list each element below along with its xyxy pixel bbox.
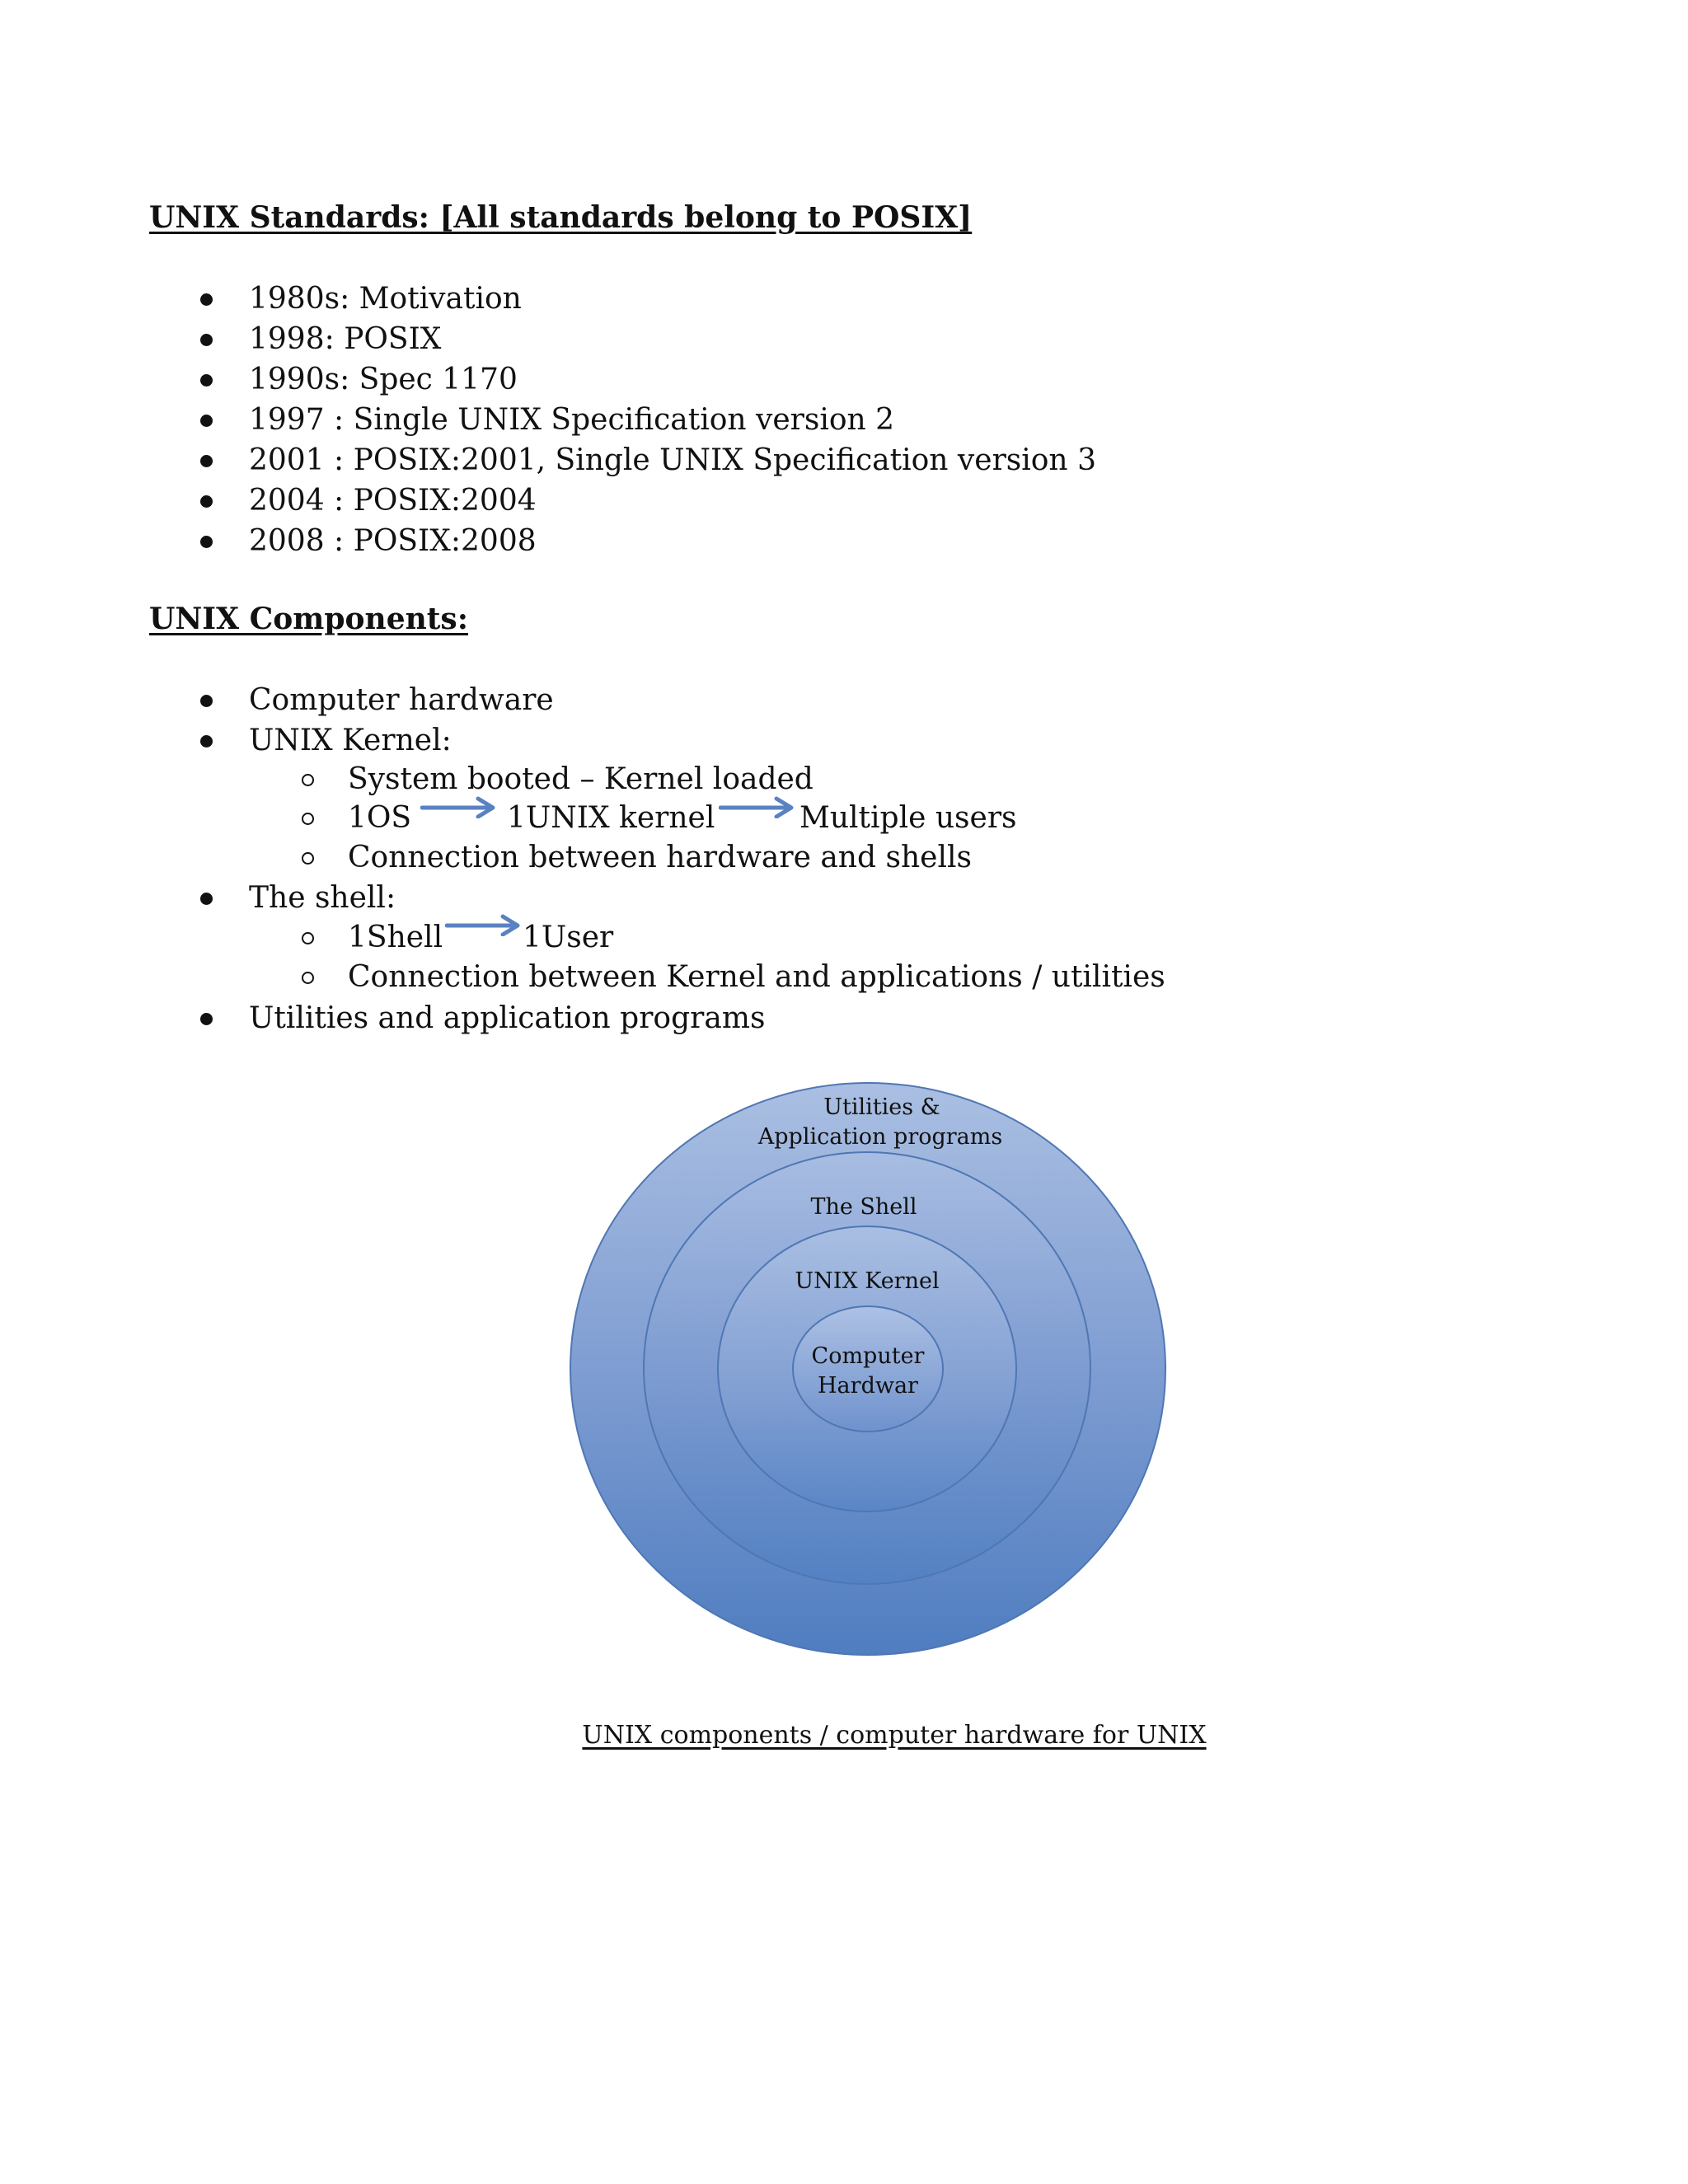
sub-item-shell: 1Shell bbox=[348, 921, 443, 954]
kernel-label: UNIX Kernel bbox=[795, 1268, 940, 1294]
sub-bullet-icon bbox=[302, 852, 314, 865]
outer-label-line2: Application programs bbox=[757, 1124, 1003, 1150]
bullet-icon bbox=[200, 536, 213, 548]
list-item: 2008 : POSIX:2008 bbox=[249, 524, 537, 558]
list-item: 2004 : POSIX:2004 bbox=[249, 484, 537, 518]
sub-bullet-icon bbox=[302, 932, 314, 944]
list-item: 1980s: Motivation bbox=[249, 282, 522, 316]
bullet-icon bbox=[200, 334, 213, 346]
right-arrow-icon bbox=[445, 912, 524, 936]
core-label-line1: Computer bbox=[811, 1343, 925, 1369]
unix-components-diagram bbox=[569, 1078, 1179, 1671]
sub-item-unix-kernel: 1UNIX kernel bbox=[507, 801, 715, 835]
list-item-utilities: Utilities and application programs bbox=[249, 1001, 766, 1035]
sub-bullet-icon bbox=[302, 774, 314, 786]
sub-item-booted: System booted – Kernel loaded bbox=[348, 762, 814, 796]
sub-item-shell-connection: Connection between Kernel and applications / utilities bbox=[348, 960, 1165, 994]
bullet-icon bbox=[200, 374, 213, 387]
figure-caption: UNIX components / computer hardware for UNIX bbox=[582, 1721, 1207, 1750]
shell-label: The Shell bbox=[810, 1194, 917, 1220]
sub-item-os: 1OS bbox=[348, 801, 412, 835]
right-arrow-icon bbox=[719, 794, 798, 818]
list-item-kernel: UNIX Kernel: bbox=[249, 724, 452, 757]
bullet-icon bbox=[200, 495, 213, 508]
sub-item-connection: Connection between hardware and shells bbox=[348, 841, 972, 874]
bullet-icon bbox=[200, 893, 213, 905]
sub-bullet-icon bbox=[302, 972, 314, 984]
bullet-icon bbox=[200, 293, 213, 306]
sub-bullet-icon bbox=[302, 813, 314, 825]
right-arrow-icon bbox=[420, 794, 499, 818]
list-item: 1998: POSIX bbox=[249, 322, 442, 356]
bullet-icon bbox=[200, 1013, 213, 1025]
bullet-icon bbox=[200, 695, 213, 707]
core-label-line2: Hardwar bbox=[818, 1373, 918, 1399]
list-item-hardware: Computer hardware bbox=[249, 683, 554, 717]
list-item: 2001 : POSIX:2001, Single UNIX Specification version 3 bbox=[249, 443, 1096, 477]
list-item-shell: The shell: bbox=[249, 881, 396, 915]
bullet-icon bbox=[200, 415, 213, 427]
core-circle bbox=[793, 1306, 943, 1432]
sub-item-multiple-users: Multiple users bbox=[799, 801, 1017, 835]
sub-item-user: 1User bbox=[523, 921, 614, 954]
standards-heading: UNIX Standards: [All standards belong to POSIX] bbox=[149, 200, 973, 235]
components-heading: UNIX Components: bbox=[149, 602, 468, 636]
outer-label-line1: Utilities & bbox=[823, 1094, 940, 1120]
bullet-icon bbox=[200, 735, 213, 748]
list-item: 1990s: Spec 1170 bbox=[249, 363, 518, 396]
bullet-icon bbox=[200, 455, 213, 467]
list-item: 1997 : Single UNIX Specification version 2 bbox=[249, 403, 895, 437]
